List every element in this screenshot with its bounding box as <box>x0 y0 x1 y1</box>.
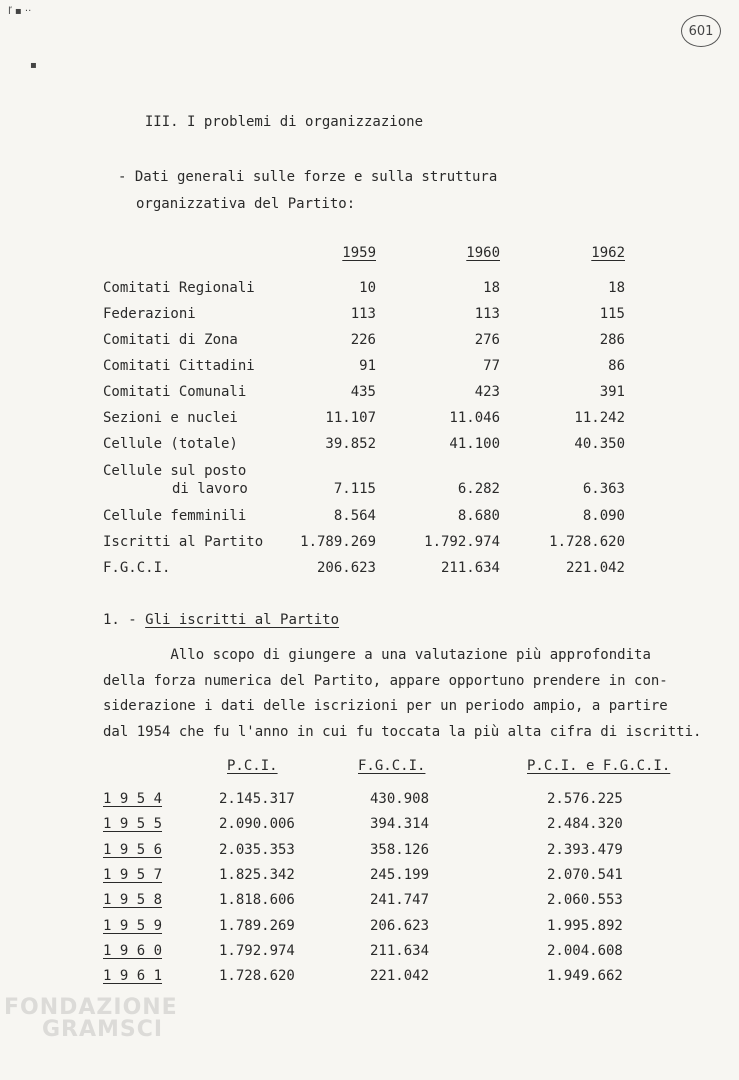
cell-value: 91 <box>359 358 376 374</box>
cell-value: 86 <box>608 358 625 374</box>
cell-value: 206.623 <box>370 917 430 934</box>
cell-value: 1.789.269 <box>219 917 295 934</box>
row-label: Iscritti al Partito <box>103 534 264 550</box>
cell-value: 2.035.353 <box>219 841 295 858</box>
row-label: Comitati di Zona <box>103 332 238 348</box>
page-heading: III. I problemi di organizzazione <box>144 114 424 130</box>
row-label: Cellule (totale) <box>103 436 238 452</box>
cell-value: 2.145.317 <box>219 791 295 807</box>
section-1-heading <box>103 612 339 628</box>
cell-value: 221.042 <box>370 968 430 985</box>
cell-value: 1.995.892 <box>547 917 623 934</box>
section-title: Gli iscritti al Partito <box>145 612 340 628</box>
column-header: P.C.I. <box>227 758 278 774</box>
cell-value: 211.634 <box>370 942 430 959</box>
year-cell: 1 9 5 8 <box>103 892 163 909</box>
column-header: P.C.I. e F.G.C.I. <box>527 758 671 774</box>
cell-value: 40.350 <box>574 436 625 452</box>
column-header: F.G.C.I. <box>358 758 426 774</box>
year-cell: 1 9 5 9 <box>103 917 163 934</box>
cell-value: 1.792.974 <box>219 942 295 959</box>
cell-value: 276 <box>474 332 500 348</box>
row-label-cont: di lavoro <box>172 481 248 497</box>
cell-value: 2.004.608 <box>547 942 623 959</box>
archive-stamp: 601 <box>681 15 721 47</box>
cell-value: 11.046 <box>449 410 500 426</box>
cell-value: 8.090 <box>582 508 625 524</box>
paragraph-line: siderazione i dati delle iscrizioni per un periodo ampio, a partire <box>103 698 668 714</box>
cell-value: 39.852 <box>325 436 376 452</box>
year-cell: 1 9 5 6 <box>103 841 163 858</box>
row-label: Cellule femminili <box>103 508 247 524</box>
cell-value: 10 <box>359 280 376 296</box>
row-label: Comitati Comunali <box>103 384 247 400</box>
cell-value: 394.314 <box>370 816 430 833</box>
cell-value: 1.825.342 <box>219 866 295 883</box>
row-label: Cellule sul posto <box>103 463 247 479</box>
year-cell: 1 9 6 1 <box>103 968 163 985</box>
cell-value: 2.060.553 <box>547 892 623 909</box>
subheading-line-2: organizzativa del Partito: <box>136 196 356 212</box>
cell-value: 286 <box>599 332 625 348</box>
paragraph-line: della forza numerica del Partito, appare opportuno prendere in con- <box>103 672 668 689</box>
watermark-logo: FONDAZIONE GRAMSCI <box>4 995 178 1042</box>
cell-value: 18 <box>608 280 625 296</box>
year-header: 1962 <box>591 245 625 261</box>
row-label: F.G.C.I. <box>103 560 171 576</box>
cell-value: 211.634 <box>440 560 500 576</box>
cell-value: 1.789.269 <box>300 534 376 550</box>
cell-value: 7.115 <box>333 481 376 497</box>
cell-value: 115 <box>599 306 625 322</box>
row-label: Sezioni e nuclei <box>103 410 238 426</box>
cell-value: 1.792.974 <box>424 534 500 550</box>
year-cell: 1 9 5 7 <box>103 866 163 883</box>
cell-value: 245.199 <box>370 866 430 883</box>
scan-dot: ▪ <box>30 60 37 71</box>
cell-value: 113 <box>350 306 376 322</box>
cell-value: 2.576.225 <box>547 791 623 807</box>
year-cell: 1 9 5 4 <box>103 791 163 807</box>
cell-value: 2.090.006 <box>219 816 295 833</box>
cell-value: 221.042 <box>565 560 625 576</box>
cell-value: 11.242 <box>574 410 625 426</box>
cell-value: 2.484.320 <box>547 816 623 833</box>
cell-value: 1.728.620 <box>549 534 625 550</box>
cell-value: 1.949.662 <box>547 968 623 985</box>
cell-value: 241.747 <box>370 892 430 909</box>
scan-mark: ľ ▪ ·‧ <box>8 6 32 17</box>
cell-value: 41.100 <box>449 436 500 452</box>
cell-value: 1.728.620 <box>219 968 295 985</box>
cell-value: 18 <box>483 280 500 296</box>
cell-value: 8.680 <box>457 508 500 524</box>
year-cell: 1 9 6 0 <box>103 942 163 959</box>
cell-value: 435 <box>350 384 376 400</box>
subheading-line-1: - Dati generali sulle forze e sulla struttura <box>118 169 498 185</box>
cell-value: 77 <box>483 358 500 374</box>
row-label: Comitati Regionali <box>103 280 255 296</box>
section-number: 1. - <box>103 612 137 628</box>
cell-value: 113 <box>474 306 500 322</box>
cell-value: 1.818.606 <box>219 892 295 909</box>
row-label: Federazioni <box>103 306 196 322</box>
paragraph-line: Allo scopo di giungere a una valutazione più approfondita <box>103 647 651 663</box>
cell-value: 206.623 <box>316 560 376 576</box>
cell-value: 6.363 <box>582 481 625 497</box>
year-header: 1959 <box>342 245 376 261</box>
paragraph-line: dal 1954 che fu l'anno in cui fu toccata la più alta cifra di iscritti. <box>103 723 702 740</box>
year-cell: 1 9 5 5 <box>103 816 163 833</box>
cell-value: 2.070.541 <box>547 866 623 883</box>
cell-value: 423 <box>474 384 500 400</box>
cell-value: 6.282 <box>457 481 500 497</box>
cell-value: 391 <box>599 384 625 400</box>
cell-value: 11.107 <box>325 410 376 426</box>
cell-value: 226 <box>350 332 376 348</box>
cell-value: 430.908 <box>370 791 430 807</box>
year-header: 1960 <box>466 245 500 261</box>
cell-value: 8.564 <box>333 508 376 524</box>
cell-value: 358.126 <box>370 841 430 858</box>
cell-value: 2.393.479 <box>547 841 623 858</box>
row-label: Comitati Cittadini <box>103 358 255 374</box>
